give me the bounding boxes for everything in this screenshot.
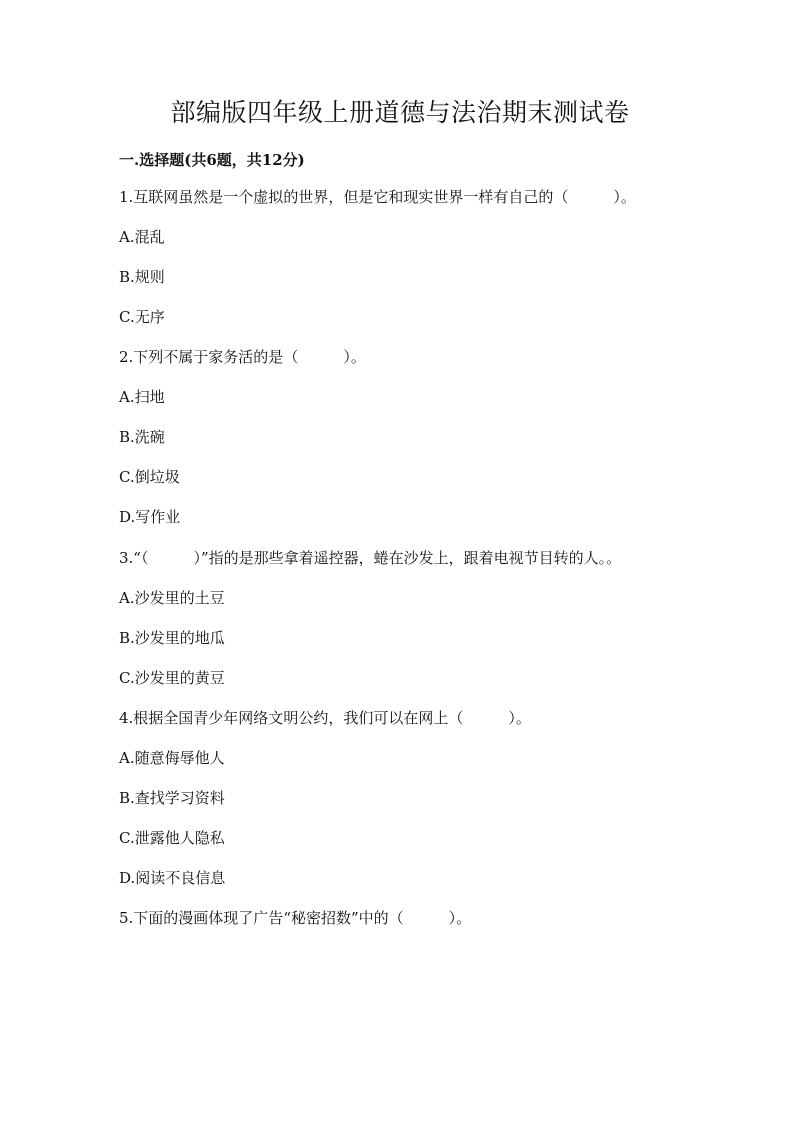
question-4-option-a: A.随意侮辱他人 <box>119 749 225 767</box>
question-3-stem: 3.“（ ）”指的是那些拿着遥控器，蜷在沙发上，跟着电视节目转的人。。 <box>119 549 622 567</box>
question-3-option-b: B.沙发里的地瓜 <box>119 629 225 647</box>
question-2-option-a: A.扫地 <box>119 388 165 406</box>
question-5-stem: 5.下面的漫画体现了广告“秘密招数”中的（ ）。 <box>119 909 472 927</box>
question-4-stem: 4.根据全国青少年网络文明公约，我们可以在网上（ ）。 <box>119 709 531 727</box>
question-1-option-b: B.规则 <box>119 268 165 286</box>
question-2-option-c: C.倒垃圾 <box>119 468 180 486</box>
page-title: 部编版四年级上册道德与法治期末测试卷 <box>170 98 630 127</box>
question-1-option-a: A.混乱 <box>119 228 165 246</box>
question-1-option-c: C.无序 <box>119 308 165 326</box>
question-1-stem: 1.互联网虽然是一个虚拟的世界，但是它和现实世界一样有自己的（ ）。 <box>119 188 636 206</box>
question-2-option-d: D.写作业 <box>119 508 181 526</box>
section-heading: 一.选择题(共6题，共12分) <box>119 151 305 169</box>
question-3-option-a: A.沙发里的土豆 <box>119 589 225 607</box>
question-3-option-c: C.沙发里的黄豆 <box>119 669 225 687</box>
question-list <box>119 188 679 949</box>
question-2-option-b: B.洗碗 <box>119 428 165 446</box>
question-2-stem: 2.下列不属于家务活的是（ ）。 <box>119 348 366 366</box>
question-4-option-b: B.查找学习资料 <box>119 789 225 807</box>
question-4-option-c: C.泄露他人隐私 <box>119 829 225 847</box>
question-4-option-d: D.阅读不良信息 <box>119 869 226 887</box>
